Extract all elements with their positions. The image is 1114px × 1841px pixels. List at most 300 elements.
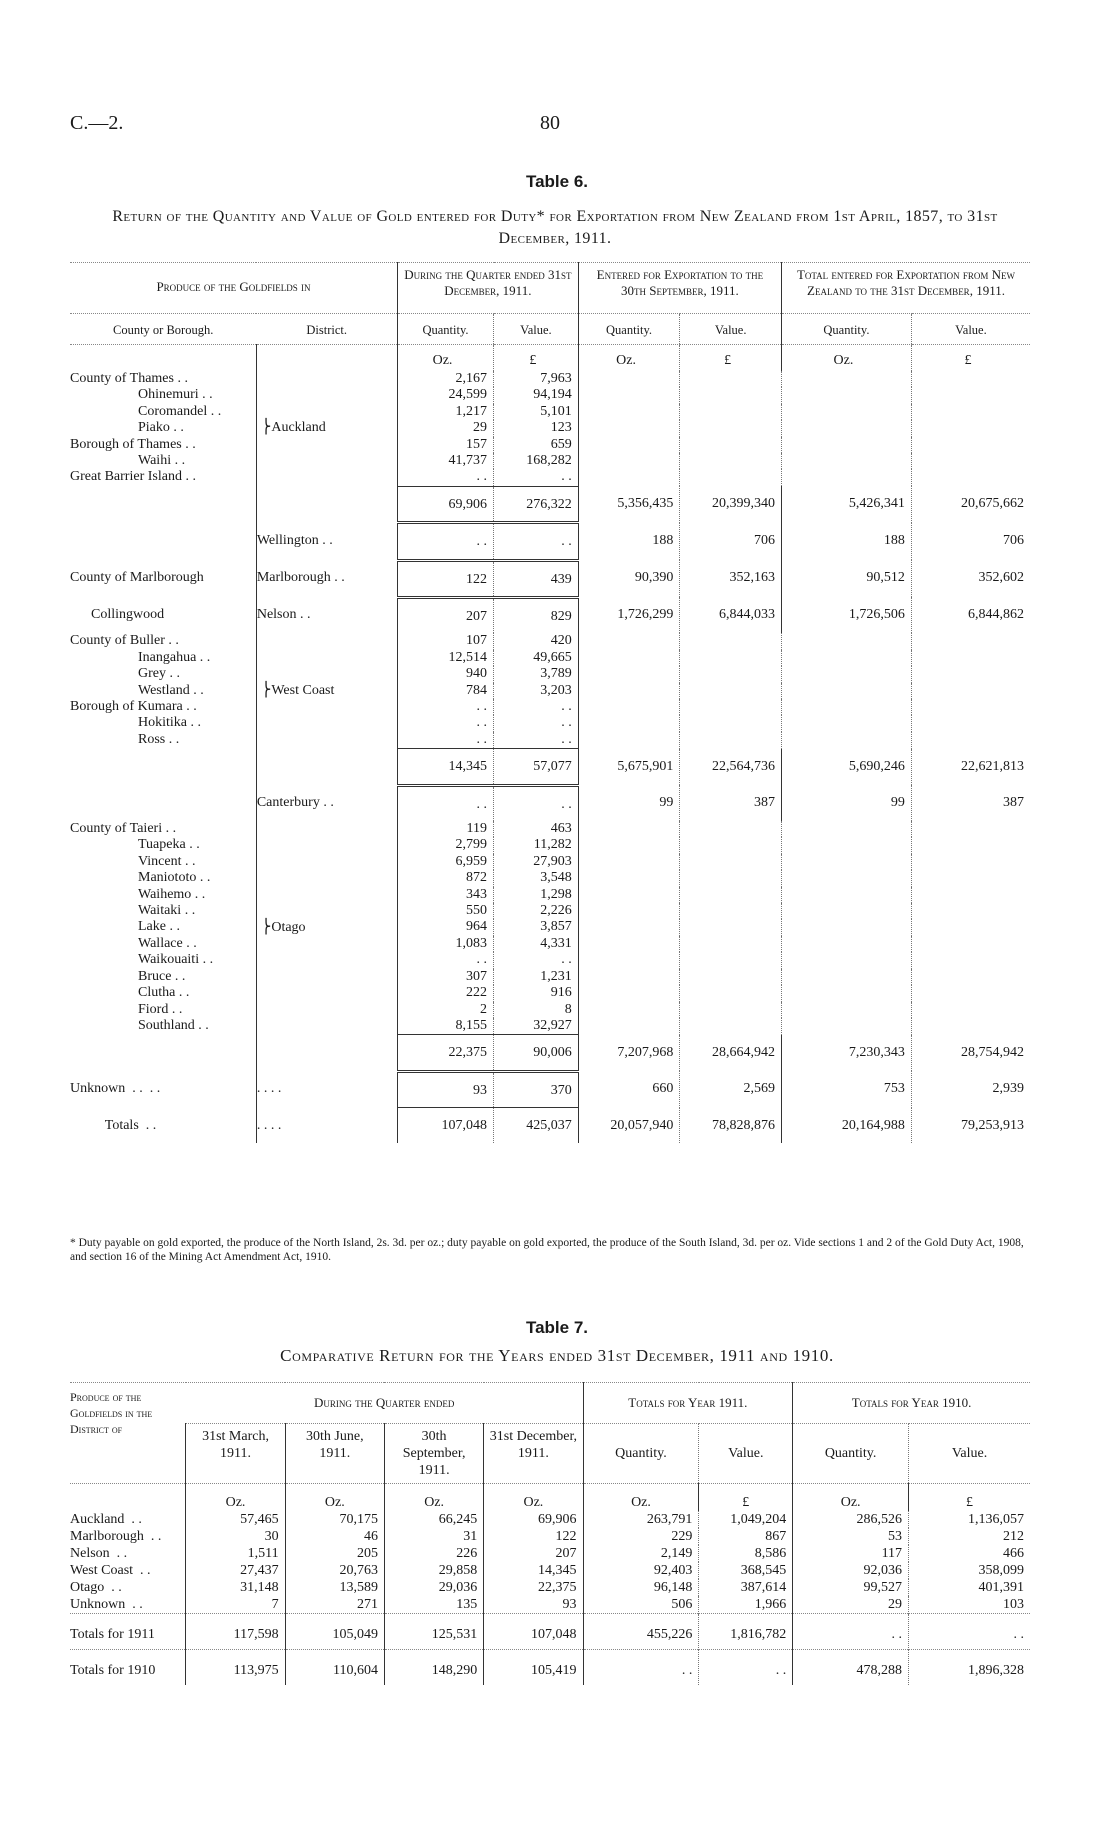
data-cell: 29,036: [384, 1579, 483, 1596]
subtotal-cell: 14,345: [398, 749, 494, 785]
total-cell: 113,975: [186, 1650, 285, 1686]
canterbury-row: [70, 785, 1030, 821]
data-cell: 31: [384, 1528, 483, 1545]
document-reference: C.—2.: [70, 112, 124, 134]
quantity-cell: 29: [398, 420, 494, 436]
totals-1911-row: [70, 1614, 1030, 1650]
total-cell: 1,896,328: [909, 1650, 1030, 1686]
empty-cell: [680, 837, 782, 853]
data-cell: 20,057,940: [578, 1108, 680, 1143]
data-cell: . .: [398, 523, 494, 560]
column-header: Quantity.: [398, 314, 494, 345]
value-cell: 123: [494, 420, 579, 436]
empty-cell: [680, 715, 782, 731]
total-cell: 125,531: [384, 1614, 483, 1650]
data-cell: 78,828,876: [680, 1108, 782, 1143]
totals-row: [70, 1108, 1030, 1143]
data-cell: 188: [782, 523, 912, 560]
empty-cell: [680, 821, 782, 837]
empty-cell: [578, 387, 680, 403]
spacer: [256, 486, 397, 522]
spacer: [256, 1035, 397, 1071]
quantity-cell: 2,167: [398, 371, 494, 387]
subtotal-cell: 7,230,343: [782, 1035, 912, 1071]
empty-cell: [782, 633, 912, 649]
quantity-cell: 41,737: [398, 453, 494, 469]
empty-cell: [680, 854, 782, 870]
empty-cell: [782, 453, 912, 469]
data-cell: 2,569: [680, 1071, 782, 1107]
empty-cell: [680, 1018, 782, 1035]
table7-row: [70, 1528, 1030, 1545]
empty-cell: [911, 1002, 1030, 1018]
empty-cell: [680, 683, 782, 699]
subheader: Quantity.: [793, 1424, 909, 1484]
empty-cell: [911, 969, 1030, 985]
value-cell: 11,282: [494, 837, 579, 853]
empty-cell: [680, 650, 782, 666]
table6-column-header: [70, 314, 1030, 345]
spacer: [256, 749, 397, 785]
value-cell: . .: [494, 469, 579, 486]
data-cell: . .: [398, 785, 494, 821]
westcoast-row: [70, 650, 1030, 666]
otago-row: [70, 919, 1030, 935]
empty-cell: [782, 1018, 912, 1035]
data-cell: 753: [782, 1071, 912, 1107]
empty-cell: [680, 952, 782, 968]
empty-cell: [578, 854, 680, 870]
data-cell: 53: [793, 1528, 909, 1545]
empty-cell: [782, 437, 912, 453]
empty-cell: [680, 903, 782, 919]
district-name: Wellington . .: [256, 523, 397, 560]
empty-cell: [680, 732, 782, 749]
otago-row: [70, 854, 1030, 870]
data-cell: 6,844,033: [680, 597, 782, 633]
column-header: County or Borough.: [70, 314, 256, 345]
data-cell: 6,844,862: [911, 597, 1030, 633]
data-cell: 867: [699, 1528, 793, 1545]
data-cell: 368,545: [699, 1562, 793, 1579]
empty-cell: [578, 683, 680, 699]
table7-subtitle: Comparative Return for the Years ended 31st December, 1911 and 1910.: [280, 1346, 834, 1365]
value-cell: 2,226: [494, 903, 579, 919]
empty-cell: [782, 699, 912, 715]
value-cell: . .: [494, 699, 579, 715]
empty-cell: [578, 371, 680, 387]
data-cell: 188: [578, 523, 680, 560]
quantity-cell: 12,514: [398, 650, 494, 666]
data-cell: 8,586: [699, 1545, 793, 1562]
total-cell: 107,048: [484, 1614, 583, 1650]
empty-cell: [578, 919, 680, 935]
quantity-cell: 2,799: [398, 837, 494, 853]
empty-cell: [578, 420, 680, 436]
data-cell: 286,526: [793, 1511, 909, 1528]
subtotal-cell: 57,077: [494, 749, 579, 785]
empty-cell: [680, 437, 782, 453]
empty-cell: [782, 821, 912, 837]
quantity-cell: 964: [398, 919, 494, 935]
county-name: Tuapeka . .: [138, 837, 200, 853]
table6: [70, 262, 1030, 1143]
value-cell: 5,101: [494, 404, 579, 420]
data-cell: 99: [782, 785, 912, 821]
empty-cell: [578, 715, 680, 731]
data-cell: 706: [911, 523, 1030, 560]
data-cell: 229: [583, 1528, 699, 1545]
subtotal-cell: 28,754,942: [911, 1035, 1030, 1071]
table7-row: [70, 1579, 1030, 1596]
empty-cell: [578, 469, 680, 486]
auckland-row: [70, 469, 1030, 486]
empty-cell: [578, 1002, 680, 1018]
subtotal-cell: 90,006: [494, 1035, 579, 1071]
empty-cell: [911, 870, 1030, 886]
otago-row: [70, 821, 1030, 837]
empty-cell: [782, 870, 912, 886]
data-cell: 117: [793, 1545, 909, 1562]
empty-cell: [578, 837, 680, 853]
otago-subtotal: [70, 1035, 1030, 1071]
empty-cell: [911, 821, 1030, 837]
quantity-cell: . .: [398, 732, 494, 749]
data-cell: 122: [398, 560, 494, 597]
table7-units-row: [70, 1484, 1030, 1512]
totals-1910-header: Totals for Year 1910.: [793, 1383, 1030, 1424]
column-header: Value.: [494, 314, 579, 345]
auckland-row: [70, 387, 1030, 403]
empty-cell: [911, 420, 1030, 436]
column-header: Value.: [911, 314, 1030, 345]
value-cell: 659: [494, 437, 579, 453]
data-cell: 352,602: [911, 560, 1030, 597]
district-name: Nelson . .: [256, 597, 397, 633]
value-cell: 3,203: [494, 683, 579, 699]
county-name: Fiord . .: [138, 1001, 183, 1017]
empty-cell: [680, 404, 782, 420]
data-cell: 466: [909, 1545, 1030, 1562]
table7-row: [70, 1545, 1030, 1562]
quantity-cell: . .: [398, 715, 494, 731]
county-name: Piako . .: [138, 420, 184, 436]
empty-cell: [911, 715, 1030, 731]
subtotal-cell: 5,426,341: [782, 486, 912, 522]
district-name: Canterbury . .: [256, 785, 397, 821]
quantity-cell: 784: [398, 683, 494, 699]
district-name: Otago . .: [70, 1580, 122, 1595]
quarter-header: 31st December, 1911.: [484, 1424, 583, 1484]
data-cell: 1,726,299: [578, 597, 680, 633]
empty-cell: [680, 371, 782, 387]
data-cell: 425,037: [494, 1108, 579, 1143]
empty-cell: [911, 952, 1030, 968]
unit-label: Oz.: [285, 1484, 384, 1512]
quantity-cell: 872: [398, 870, 494, 886]
data-cell: 706: [680, 523, 782, 560]
data-cell: 30: [186, 1528, 285, 1545]
total-cell: 105,419: [484, 1650, 583, 1686]
empty-cell: [782, 420, 912, 436]
quarter-header: 31st March, 1911.: [186, 1424, 285, 1484]
value-cell: . .: [494, 732, 579, 749]
value-cell: 94,194: [494, 387, 579, 403]
data-cell: 31,148: [186, 1579, 285, 1596]
empty-cell: [911, 854, 1030, 870]
data-cell: 387: [680, 785, 782, 821]
data-cell: 79,253,913: [911, 1108, 1030, 1143]
empty-cell: [782, 371, 912, 387]
quantity-cell: 157: [398, 437, 494, 453]
empty-cell: [911, 650, 1030, 666]
value-cell: 3,548: [494, 870, 579, 886]
empty-cell: [782, 952, 912, 968]
otago-row: [70, 936, 1030, 952]
table7: [70, 1382, 1030, 1685]
total-cell: 455,226: [583, 1614, 699, 1650]
data-cell: 122: [484, 1528, 583, 1545]
quantity-cell: 2: [398, 1002, 494, 1018]
quantity-cell: 307: [398, 969, 494, 985]
data-cell: 506: [583, 1596, 699, 1614]
empty-cell: [680, 469, 782, 486]
empty-cell: [578, 903, 680, 919]
subheader: Quantity.: [583, 1424, 699, 1484]
empty-cell: [578, 952, 680, 968]
unit-label: £: [911, 345, 1030, 371]
data-cell: 103: [909, 1596, 1030, 1614]
county-name: Wallace . .: [138, 935, 197, 951]
subheader: Value.: [909, 1424, 1030, 1484]
column-header: Quantity.: [782, 314, 912, 345]
empty-cell: [782, 985, 912, 1001]
county-name: Inangahua . .: [138, 649, 211, 665]
data-cell: 107,048: [398, 1108, 494, 1143]
otago-row: [70, 1002, 1030, 1018]
quantity-cell: . .: [398, 699, 494, 715]
county-name: Collingwood: [70, 607, 165, 623]
county-name: Hokitika . .: [138, 715, 201, 731]
empty-cell: [782, 887, 912, 903]
produce-header: Produce of the Goldfields in: [70, 263, 398, 314]
data-cell: 135: [384, 1596, 483, 1614]
county-name: Maniototo . .: [138, 870, 211, 886]
empty-cell: [782, 469, 912, 486]
empty-cell: [680, 633, 782, 649]
empty-cell: [911, 666, 1030, 682]
data-cell: 46: [285, 1528, 384, 1545]
district-name: . . . .: [256, 1108, 397, 1143]
quantity-cell: 119: [398, 821, 494, 837]
quantity-cell: 1,083: [398, 936, 494, 952]
column-header: Value.: [680, 314, 782, 345]
auckland-row: [70, 420, 1030, 436]
value-cell: 168,282: [494, 453, 579, 469]
empty-cell: [911, 387, 1030, 403]
empty-cell: [782, 936, 912, 952]
empty-cell: [911, 437, 1030, 453]
subtotal-cell: 28,664,942: [680, 1035, 782, 1071]
data-cell: 14,345: [484, 1562, 583, 1579]
county-name: County of Taieri . .: [70, 821, 177, 837]
district-name: Marlborough . .: [256, 560, 397, 597]
data-cell: 69,906: [484, 1511, 583, 1528]
empty-cell: [578, 1018, 680, 1035]
empty-cell: [911, 837, 1030, 853]
empty-cell: [578, 821, 680, 837]
westcoast-subtotal: [70, 749, 1030, 785]
county-name: Clutha . .: [138, 985, 190, 1001]
data-cell: 99,527: [793, 1579, 909, 1596]
otago-row: [70, 903, 1030, 919]
unit-label: Oz.: [384, 1484, 483, 1512]
subtotal-cell: 22,621,813: [911, 749, 1030, 785]
district-name: ⎬Otago: [260, 919, 306, 935]
nelson-row: [70, 597, 1030, 633]
subtotal-cell: 20,675,662: [911, 486, 1030, 522]
quantity-cell: 1,217: [398, 404, 494, 420]
column-header: Quantity.: [578, 314, 680, 345]
empty-cell: [911, 903, 1030, 919]
data-cell: 401,391: [909, 1579, 1030, 1596]
spacer: [70, 749, 256, 785]
table7-header-top: [70, 1383, 1030, 1424]
subheader: Value.: [699, 1424, 793, 1484]
entered-group-header: Entered for Exportation to the 30th September, 1911.: [578, 263, 781, 314]
empty-cell: [680, 453, 782, 469]
data-cell: 205: [285, 1545, 384, 1562]
district-name: Marlborough . .: [70, 1529, 162, 1544]
page-number: 80: [540, 112, 560, 134]
spacer: [256, 345, 397, 371]
data-cell: 212: [909, 1528, 1030, 1545]
data-cell: 20,164,988: [782, 1108, 912, 1143]
otago-row: [70, 985, 1030, 1001]
county-name: Ross . .: [138, 731, 180, 747]
empty-cell: [578, 404, 680, 420]
unit-label: Oz.: [398, 345, 494, 371]
empty-cell: [911, 683, 1030, 699]
otago-row: [70, 870, 1030, 886]
auckland-subtotal: [70, 486, 1030, 522]
county-name: Grey . .: [138, 666, 180, 682]
empty-cell: [680, 1002, 782, 1018]
empty-cell: [911, 985, 1030, 1001]
quarter-group-header: During the Quarter ended 31st December, 1911.: [398, 263, 579, 314]
empty-cell: [782, 732, 912, 749]
quantity-cell: 550: [398, 903, 494, 919]
quarter-header: 30th September, 1911.: [384, 1424, 483, 1484]
quantity-cell: 8,155: [398, 1018, 494, 1035]
quantity-cell: . .: [398, 952, 494, 968]
empty-cell: [578, 969, 680, 985]
county-name: County of Thames . .: [70, 370, 188, 386]
empty-cell: [782, 387, 912, 403]
total-cell: 117,598: [186, 1614, 285, 1650]
empty-cell: [911, 404, 1030, 420]
unit-label: Oz.: [578, 345, 680, 371]
empty-cell: [782, 715, 912, 731]
value-cell: 7,963: [494, 371, 579, 387]
total-cell: 110,604: [285, 1650, 384, 1686]
empty-cell: [911, 887, 1030, 903]
empty-cell: [911, 453, 1030, 469]
unit-label: Oz.: [583, 1484, 699, 1512]
unit-label: Oz.: [484, 1484, 583, 1512]
data-cell: 93: [398, 1071, 494, 1107]
district-name: Auckland . .: [70, 1512, 142, 1527]
district-name: Unknown . .: [70, 1597, 143, 1612]
marlborough-row: [70, 560, 1030, 597]
subtotal-cell: 5,356,435: [578, 486, 680, 522]
data-cell: 92,036: [793, 1562, 909, 1579]
county-name: [70, 523, 256, 560]
value-cell: 8: [494, 1002, 579, 1018]
table7-row: [70, 1562, 1030, 1579]
unit-label: £: [699, 1484, 793, 1512]
total-cell: . .: [699, 1650, 793, 1686]
unit-label: Oz.: [782, 345, 912, 371]
county-name: Waitaki . .: [138, 903, 196, 919]
auckland-row: [70, 437, 1030, 453]
total-cell: . .: [909, 1614, 1030, 1650]
county-name: Borough of Kumara . .: [70, 699, 197, 714]
westcoast-row: [70, 732, 1030, 749]
county-name: Southland . .: [138, 1017, 209, 1033]
otago-row: [70, 887, 1030, 903]
data-cell: 2,149: [583, 1545, 699, 1562]
table7-row: [70, 1511, 1030, 1528]
table6-title: Table 6.: [525, 172, 589, 191]
empty-cell: [578, 870, 680, 886]
subtotal-cell: 7,207,968: [578, 1035, 680, 1071]
spacer: [70, 486, 256, 522]
westcoast-row: [70, 666, 1030, 682]
quantity-cell: 6,959: [398, 854, 494, 870]
column-header: District.: [256, 314, 397, 345]
westcoast-row: [70, 683, 1030, 699]
district-name: . . . .: [256, 1071, 397, 1107]
data-cell: 226: [384, 1545, 483, 1562]
data-cell: 207: [398, 597, 494, 633]
value-cell: 1,298: [494, 887, 579, 903]
data-cell: 27,437: [186, 1562, 285, 1579]
empty-cell: [782, 903, 912, 919]
empty-cell: [680, 887, 782, 903]
data-cell: 352,163: [680, 560, 782, 597]
quantity-cell: . .: [398, 469, 494, 486]
county-name: Bruce . .: [138, 968, 186, 984]
empty-cell: [911, 936, 1030, 952]
quantity-cell: 343: [398, 887, 494, 903]
westcoast-row: [70, 633, 1030, 649]
data-cell: 57,465: [186, 1511, 285, 1528]
empty-cell: [578, 633, 680, 649]
totals-1910-row: [70, 1650, 1030, 1686]
county-name: Waihi . .: [138, 452, 186, 468]
empty-cell: [782, 969, 912, 985]
value-cell: 27,903: [494, 854, 579, 870]
value-cell: 463: [494, 821, 579, 837]
auckland-row: [70, 371, 1030, 387]
empty-cell: [680, 870, 782, 886]
data-cell: 66,245: [384, 1511, 483, 1528]
value-cell: 49,665: [494, 650, 579, 666]
data-cell: 387: [911, 785, 1030, 821]
empty-cell: [680, 666, 782, 682]
table6-subtitle: Return of the Quantity and Value of Gold entered for Duty* for Exportation from New Zealand from 1st April, 1857, to 31st December, 1911.: [112, 208, 998, 247]
